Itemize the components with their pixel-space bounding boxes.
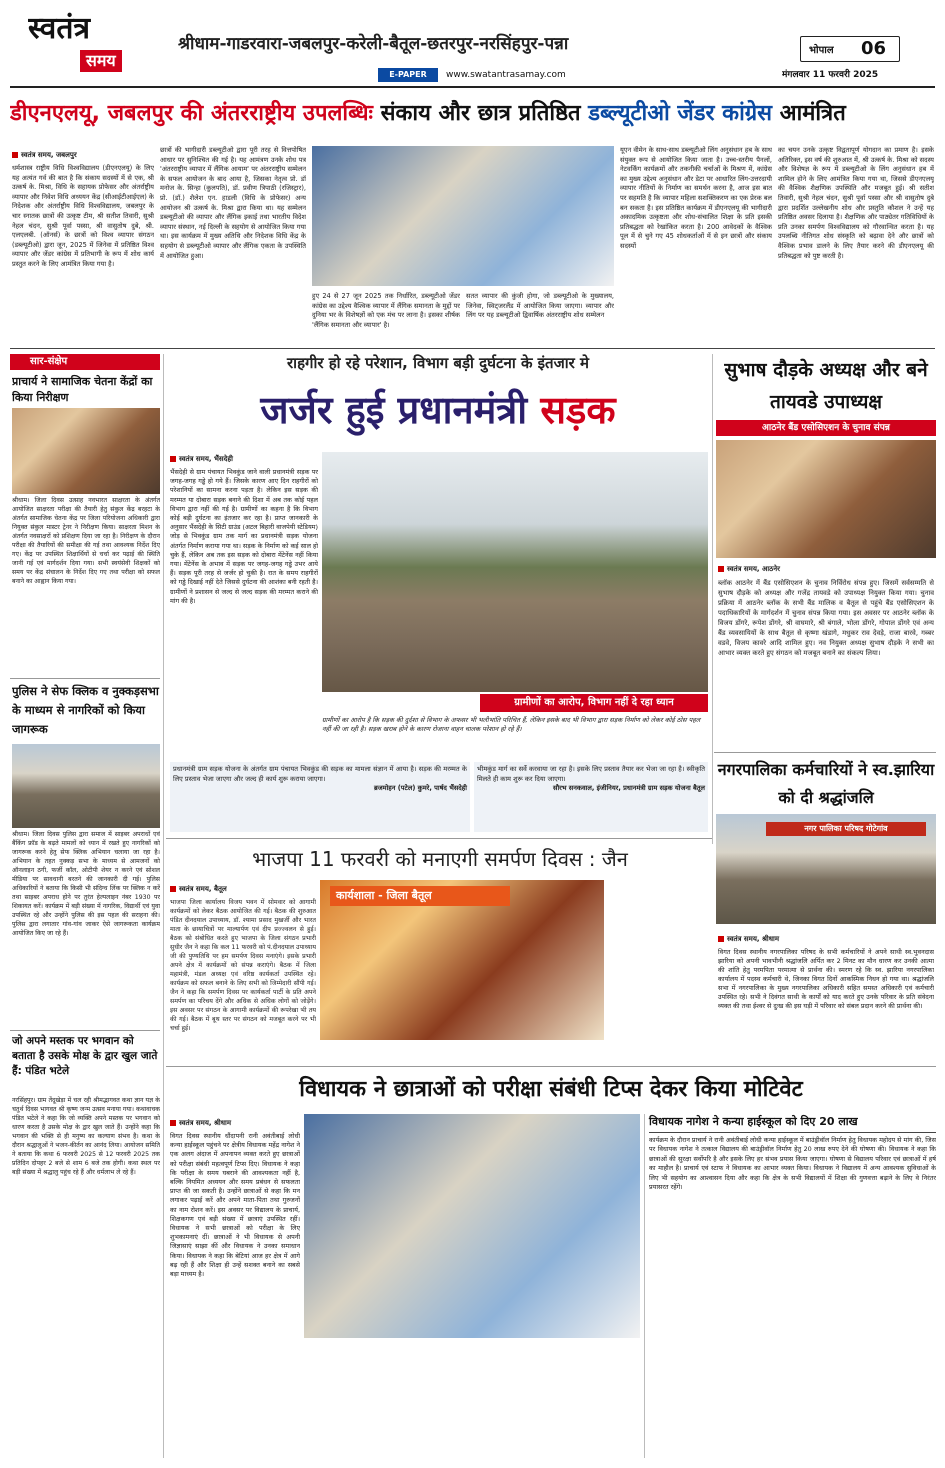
logo-line1: स्वतंत्र <box>28 12 91 46</box>
subhash-headline: सुभाष दौड़के अध्यक्ष और बने तायवडे उपाध्यक्ष <box>724 359 928 413</box>
sidebar-section-title <box>10 354 160 370</box>
byline-marker <box>170 456 176 462</box>
lead-headline-part3: डब्ल्यूटीओ जेंडर कांग्रेस <box>588 101 773 126</box>
edition-box <box>800 36 900 62</box>
road-photo <box>322 452 708 692</box>
subhash-subhead: आठनेर बैंड एसोसिएशन के चुनाव संपन्न <box>716 420 936 436</box>
road-quote-1-text: प्रधानमंत्री ग्राम सड़क योजना के अंतर्गत ग्राम पंचायत भिवकुंड की सड़क का मामला संज्ञान में आया है। सड़क की मरम्मत के लिए प्रस्ताव भेजा जाएगा और जल्द ही कार्य शुरू कराया जाएगा। <box>173 765 467 783</box>
website-link[interactable]: www.swatantrasamay.com <box>446 70 566 80</box>
sidebar-rule-2 <box>10 1030 160 1031</box>
cities-line: श्रीधाम-गाडरवारा-जबलपुर-करेली-बैतूल-छतरपुर-नरसिंहपुर-पन्ना <box>178 34 569 54</box>
lead-photo <box>312 146 614 286</box>
road-quote-2-name: सौरभ सनकवाल, इंजीनियर, प्रधानमंत्री ग्राम सड़क योजना बैतूल <box>553 784 705 793</box>
sidebar-section-label: सार-संक्षेप <box>30 356 68 367</box>
road-headline-part2: सड़क <box>540 388 616 432</box>
bjp-photo <box>320 880 604 1040</box>
right-column-divider <box>712 354 713 844</box>
nagar-body: विगत दिवस स्थानीय नगरपालिका परिषद के सभी कर्मचारियों ने अपने साथी स्व.भुवनदास झारिया को अपनी भावभीनी श्रद्धांजलि अर्पित कर 2 मिनट का मौन धारण कर उनकी आत्मा की शांति हेतु परमपिता परमात्मा से प्रार्थना की। स्मरण रहे कि स्व. झारिया नगरपालिका कार्यालय में पदस्थ कर्मचारी थे, जिनका विगत दिनों आकस्मिक निधन हो गया था। श्रद्धांजलि सभा में नगरपालिका के मुख्य नगरपालिका अधिकारी सहित समस्त अधिकारी एवं कर्मचारी उपस्थित रहे। सभी ने दिवंगत साथी के कार्यों को याद करते हुए उनके परिवार के प्रति संवेदना व्यक्त की तथा ईश्वर से दुःख की इस घड़ी में परिवार को संबल प्रदान करने की प्रार्थना की। <box>718 948 934 1010</box>
vidhayak-sub-headline: विधायक नागेश ने कन्या हाईस्कूल को दिए 20 लाख <box>649 1114 936 1133</box>
bjp-byline <box>170 884 310 894</box>
subhash-rule <box>714 752 936 753</box>
byline-marker <box>718 566 724 572</box>
byline-marker <box>12 152 18 158</box>
vidhayak-subbox <box>644 1114 936 1458</box>
bjp-body-continued <box>608 884 710 1060</box>
sidebar-item-3-title: जो अपने मस्तक पर भगवान को बताता है उसके मोक्ष के द्वार खुल जाते हैं: पंडित भटेले <box>12 1035 158 1077</box>
road-kicker: राहगीर हो रहे परेशान, विभाग बड़ी दुर्घटना के इंतजार मे <box>287 354 589 372</box>
sidebar-item-2-photo <box>12 744 160 828</box>
sidebar-item-1-body: श्रीधाम। जिला दिवस उत्साह नवभारत साक्षरता के अंतर्गत आयोजित साक्षरता परीक्षा की तैयारी हेतु संकुल केंद्र बरहटा के अंतर्गत सामाजिक चेतना केंद्र पर जिला परियोजना अधिकारी द्वारा नियुक्त संकुल मास्टर ट्रेनर ने निरीक्षण किया। साक्षरता मिशन के अंतर्गत नवसाक्षरों को प्रशिक्षण दिया जा रहा है। निरीक्षण के दौरान परीक्षा की तैयारियों की समीक्षा की गई तथा आवश्यक निर्देश दिए गए। केंद्र पर उपस्थित शिक्षार्थियों से चर्चा कर पढ़ाई की स्थिति जानी गई एवं मार्गदर्शन दिया गया। सभी स्वयंसेवी शिक्षकों को समय पर केंद्र संचालन के निर्देश दिए गए तथा परीक्षा को सफल बनाने का आह्वान किया गया। <box>12 497 160 585</box>
road-quote-2 <box>474 762 708 832</box>
lead-headline-part2: संकाय और छात्र प्रतिष्ठित <box>380 101 581 126</box>
vidhayak-photo <box>304 1114 640 1338</box>
lead-headline <box>10 96 935 132</box>
lead-byline <box>12 150 152 160</box>
lead-col5: का चयन उनके उत्कृष्ट विद्वतापूर्ण योगदान का प्रमाण है। इसके अतिरिक्त, इस वर्ष की शुरुआत में, श्री उत्कर्ष के. मिश्रा को सदस्य और विशेषज्ञ के रूप में डब्ल्यूटीओ के लिंग अनुसंधान हब में शामिल होने के लिए आमंत्रित किया गया था, जिससे डीएनएलयू की वैश्विक शैक्षणिक उपस्थिति और मजबूत हुई। श्री सतीश तिवारी, सुश्री नेहल चंदन, सुश्री पूर्वा पस्सा और श्री वासुतोष दुबे द्वारा प्रदर्शित उल्लेखनीय शोध और प्रस्तुति कौशल ने उन्हें यह प्रतिष्ठित अवसर दिलाया है। शैक्षणिक और पाठ्येतर गतिविधियों के प्रति उनका समर्पण विश्वविद्यालय को गौरवान्वित करता है। यह उपलब्धि नीतिगत शोध संस्कृति को बढ़ावा देने और छात्रों को वैश्विक प्रभाव डालने के लिए तैयार करने की डीएनएलयू की प्रतिबद्धता को पुष्ट करती है। <box>778 146 934 260</box>
issue-date: मंगलवार 11 फरवरी 2025 <box>782 70 879 80</box>
lead-col4: यूएन वीमेन के साथ-साथ डब्ल्यूटीओ लिंग अनुसंधान हब के साथ संयुक्त रूप से आयोजित किया जाता है। उच्च-स्तरीय पैनलों, नेटवर्किंग कार्यक्रमों और तकनीकी चर्चाओं के मिश्रण में, कांग्रेस का मुख्य उद्देश्य अनुसंधान और डेटा पर आधारित लिंग-उत्तरदायी व्यापार नीतियों के निर्माण का समर्थन करना है, आज इस बात पर सहमति है कि व्यापार महिला सशक्तिकरण का एक प्रेरक बल बन सकता है। इस प्रतिष्ठित कार्यक्रम में डीएनएलयू की भागीदारी अकादमिक उत्कृष्टता और शोध-संचालित शिक्षा के प्रति इसकी प्रतिबद्धता को रेखांकित करता है। 200 आवेदकों के वैश्विक पूल में से चुने गए 45 शोधकर्ताओं में से इन छात्रों और संकाय सदस्यों <box>620 146 772 250</box>
lead-photo-caption-left: हुए 24 से 27 जून 2025 तक निर्धारित, डब्ल्यूटीओ जेंडर कांग्रेस का उद्देश्य वैश्विक व्यापार में लैंगिक समानता के मुद्दों पर दुनिया भर के विशेषज्ञों को एक मंच पर लाना है। इसका शीर्षक 'लैंगिक समानता और व्यापार' है। <box>312 292 460 329</box>
vidhayak-body: विगत दिवस स्थानीय धौंदापनी रानी अवंतीबाई लोधी कन्या हाईस्कूल पहुंचने पर क्षेत्रीय विधायक महेंद्र नागेश ने एक अलग अंदाज में अपनापन व्यक्त करते हुए छात्राओं को परीक्षा संबंधी महत्वपूर्ण टिप्स दिए। विधायक ने कहा कि परीक्षा के समय घबराने की आवश्यकता नहीं है, बल्कि नियमित अध्ययन और समय प्रबंधन से सफलता प्राप्त की जा सकती है। उन्होंने छात्राओं से कहा कि मन लगाकर पढ़ाई करें और अपने माता-पिता तथा गुरुजनों का नाम रोशन करें। इस अवसर पर विद्यालय के प्राचार्य, शिक्षकगण एवं बड़ी संख्या में छात्राएं उपस्थित रहीं। विधायक ने सभी छात्राओं को परीक्षा के लिए शुभकामनाएं दीं। छात्राओं ने भी विधायक से अपनी जिज्ञासाएं साझा कीं और विधायक ने उनका समाधान किया। विधायक ने कहा कि बेटियां आज हर क्षेत्र में आगे बढ़ रही हैं और शिक्षा ही उन्हें सशक्त बनाने का सबसे बड़ा माध्यम है। <box>170 1132 300 1279</box>
road-quote-1 <box>170 762 470 832</box>
bjp-top-rule <box>166 838 712 839</box>
sidebar-item-1-photo <box>12 408 160 494</box>
sidebar-rule-1 <box>10 678 160 679</box>
road-headline <box>168 378 708 442</box>
lead-col2: छात्रों की भागीदारी डब्ल्यूटीओ द्वारा पूरी तरह से वित्तपोषित आधार पर सुनिश्चित की गई है। यह आमंत्रण उनके शोध पत्र 'अंतरराष्ट्रीय व्यापार में लैंगिक आयाम' पर अंतरराष्ट्रीय सम्मेलन के सफल आयोजन के बाद आया है, जिसका नेतृत्व प्रो. डॉ मनोज के. सिन्हा (कुलपति), डॉ. प्रवीण त्रिपाठी (रजिस्ट्रार), प्रो. (डॉ.) शैलेश एन. हाडली (विधि के प्रोफेसर) अन्य आयोजन श्री उत्कर्ष के. मिश्रा द्वारा किया था। यह सम्मेलन डब्ल्यूटीओ की व्यापार और लैंगिक इकाई तथा भारतीय विदेश व्यापार संस्थान, नई दिल्ली के सहयोग से आयोजित किया गया था। इस कार्यक्रम में मुख्य अतिथि और निदेशक विधि केंद्र के सहयोग से डब्ल्यूटीओ व्यापार और लैंगिक एकता के उपस्थिति में आयोजित हुआ। <box>160 146 306 260</box>
nagar-headline: नगरपालिका कर्मचारियों ने स्व.झारिया को दी श्रद्धांजलि <box>717 760 935 807</box>
edition-name: भोपाल <box>809 45 834 56</box>
masthead <box>0 0 945 88</box>
road-byline <box>170 454 320 464</box>
lead-headline-part1: डीएनएलयू, जबलपुर की अंतरराष्ट्रीय उपलब्धिः <box>10 101 373 126</box>
epaper-badge: E-PAPER <box>378 68 438 82</box>
lead-col1: धर्मशास्त्र राष्ट्रीय विधि विश्वविद्यालय (डीएनएलयू) के लिए यह अत्यंत गर्व की बात है कि संकाय सदस्यों में से एक, श्री उत्कर्ष के. मिश्रा, विधि के सहायक प्रोफेसर और अंतर्राष्ट्रीय व्यापार और निवेश विधि अध्ययन केंद्र (सीआईटीआईएल) के निदेशक और अंतर्राष्ट्रीय विधि विश्वविद्यालय, जबलपुर के चार स्नातक छात्रों की उत्कृष्ट टीम, श्री सतीश तिवारी, सुश्री नेहल चंदन, सुश्री पूर्वा पस्सा, श्री वासुतोष दुबे, श्री. एलएलबी. (ऑनर्स) के छात्रों को विश्व व्यापार संगठन (डब्ल्यूटीओ) द्वारा जून, 2025 में जिनेवा में प्रतिष्ठित विश्व व्यापार और जेंडर कांग्रेस में प्रतिभागी के रूप में शोध कार्य प्रस्तुत करने के लिए आमंत्रित किया गया है। <box>12 164 154 268</box>
lead-headline-part4: आमंत्रित <box>779 101 846 126</box>
nagar-photo <box>716 814 936 924</box>
nagar-photo-sign: नगर पालिका परिषद गोटेगांव <box>766 822 926 836</box>
nagar-byline <box>718 934 858 944</box>
sidebar-item-2-title: पुलिस ने सेफ क्लिक व नुक्कड़सभा के माध्यम से नागरिकों को किया जागरूक <box>12 684 159 736</box>
nagar-byline-text: स्वतंत्र समय, श्रीधाम <box>727 934 780 943</box>
vidhayak-body-continued <box>304 1342 640 1458</box>
sidebar-item-1-title: प्राचार्य ने सामाजिक चेतना केंद्रों का किया निरीक्षण <box>12 375 153 404</box>
sidebar-divider <box>163 354 164 1458</box>
road-photo-caption: ग्रामीणों का आरोप है कि सड़क की दुर्दशा से विभाग के अफसर भी भलीभांति परिचित हैं, लेकिन इसके बाद भी विभाग द्वारा सड़क निर्माण को लेकर कोई ठोस पहल नहीं की जा रही है। सड़क खराब होने के कारण रोजाना वाहन चालक परेशान हो रहे हैं। <box>322 716 701 733</box>
road-quote-2-text: भीमकुंड मार्ग का सर्वे करवाया जा रहा है। इसके लिए प्रस्ताव तैयार कर भेजा जा रहा है। स्वीकृति मिलते ही काम शुरू कर दिया जाएगा। <box>477 765 705 783</box>
road-headline-part1: जर्जर हुई प्रधानमंत्री <box>260 388 528 432</box>
vidhayak-headline: विधायक ने छात्राओं को परीक्षा संबंधी टिप्स देकर किया मोटिवेट <box>299 1077 803 1102</box>
subhash-byline <box>718 564 858 574</box>
page-number: 06 <box>861 38 887 59</box>
bjp-byline-text: स्वतंत्र समय, बैतूल <box>179 884 227 893</box>
bjp-photo-banner: कार्यशाला - जिला बैतूल <box>330 886 510 906</box>
logo <box>28 12 158 84</box>
lead-byline-text: स्वतंत्र समय, जबलपुर <box>21 150 77 159</box>
bjp-bottom-rule <box>166 1066 936 1067</box>
byline-marker <box>170 1120 176 1126</box>
vidhayak-sub-body: कार्यक्रम के दौरान प्राचार्य ने रानी अवंतीबाई लोधी कन्या हाईस्कूल में बाउंड्रीवॉल निर्माण हेतु विधायक महोदय से मांग की, जिस पर विधायक नागेश ने तत्काल विद्यालय की बाउंड्रीवॉल निर्माण हेतु 20 लाख रुपए देने की घोषणा की। विधायक ने कहा कि छात्राओं की सुरक्षा सर्वोपरि है और इसके लिए हर संभव प्रयास किया जाएगा। घोषणा से विद्यालय परिवार एवं छात्राओं में हर्ष का माहौल है। प्राचार्य एवं स्टाफ ने विधायक का आभार व्यक्त किया। विधायक ने विद्यालय में अन्य आवश्यक सुविधाओं के लिए भी सहयोग का आश्वासन दिया और कहा कि क्षेत्र के सभी विद्यालयों में शिक्षा की गुणवत्ता बढ़ाने के लिए वे निरंतर प्रयासरत रहेंगे। <box>649 1136 936 1192</box>
road-byline-text: स्वतंत्र समय, भैंसदेही <box>179 454 233 463</box>
sidebar-item-3-body: नरसिंहपुर। ग्राम तेंदूखेड़ा में चल रही श्रीमद्भागवत कथा ज्ञान यज्ञ के चतुर्थ दिवस भागवत श्री कृष्ण जन्म उत्सव मनाया गया। कथावाचक पंडित भटेले ने कहा कि जो व्यक्ति अपने मस्तक पर भगवान को धारण करता है उसके मोक्ष के द्वार खुल जाते हैं। उन्होंने कहा कि भगवान की भक्ति से ही मनुष्य का कल्याण संभव है। कथा के दौरान श्रद्धालुओं ने भजन-कीर्तन का आनंद लिया। आयोजन समिति ने बताया कि कथा 6 फरवरी 2025 से 12 फरवरी 2025 तक प्रतिदिन दोपहर 2 बजे से शाम 6 बजे तक होगी। कथा स्थल पर बड़ी संख्या में श्रद्धालु पहुंच रहे हैं और धर्मलाभ ले रहे हैं। <box>12 1097 160 1176</box>
lead-photo-caption-right: सतत व्यापार की कुंजी होगा, जो डब्ल्यूटीओ के मुख्यालय, जिनेवा, स्विट्जरलैंड में आयोजित किया जाएगा। व्यापार और लिंग पर यह डब्ल्यूटीओ द्विवार्षिक अंतरराष्ट्रीय शोध सम्मेलन <box>466 292 614 320</box>
subhash-byline-text: स्वतंत्र समय, आठनेर <box>727 564 780 573</box>
sidebar-item-2-body: श्रीधाम। जिला दिवस पुलिस द्वारा समाज में साइबर अपराधों एवं बैंकिंग फ्रॉड के बढ़ते मामलों को ध्यान में रखते हुए नागरिकों को जागरूक करने हेतु सेफ क्लिक अभियान चलाया जा रहा है। अभियान के तहत नुक्कड़ सभा के माध्यम से आमजनों को ऑनलाइन ठगी, फर्जी कॉल, ओटीपी शेयर न करने एवं सोशल मीडिया पर सावधानी बरतने की जानकारी दी गई। पुलिस अधिकारियों ने बताया कि किसी भी संदिग्ध लिंक पर क्लिक न करें तथा साइबर अपराध होने पर तुरंत हेल्पलाइन नंबर 1930 पर शिकायत करें। कार्यक्रम में बड़ी संख्या में नागरिक, विद्यार्थी एवं युवा उपस्थित रहे और उन्होंने पुलिस की इस पहल की सराहना की। पुलिस द्वारा लगातार गांव-गांव जाकर ऐसे जागरूकता कार्यक्रम आयोजित किए जा रहे हैं। <box>12 831 160 937</box>
byline-marker <box>718 936 724 942</box>
vidhayak-byline-text: स्वतंत्र समय, श्रीधाम <box>179 1118 232 1127</box>
road-photo-banner: ग्रामीणों का आरोप, विभाग नहीं दे रहा ध्यान <box>480 694 708 712</box>
subhash-body: ब्लॉक आठनेर में बैंड एसोसिएशन के चुनाव निर्विरोध संपन्न हुए। जिसमें सर्वसम्मति से सुभाष दौड़के को अध्यक्ष और गजेंद्र तायवडे को उपाध्यक्ष नियुक्त किया गया। चुनाव प्रक्रिया में आठनेर ब्लॉक के सभी बैंड मालिक व बैतूल से पहुंचे बैंड एसोसिएशन के पदाधिकारियों के मार्गदर्शन में चुनाव संपन्न किया गया। इस अवसर पर आठनेर ब्लॉक के विजय डोंगरे, रूपेश डोंगरे, श्री वाघमारे, श्री बंगाले, भोला डोंगरे, गोपाल डोंगरे एवं अन्य बैंड व्यवसायियों के साथ बैतूल से कृष्णा खंडागे, मधुकर राव देवड़े, राजा बारवे, गब्बर वडवे, विजय कावरे आदि शामिल हुए। नव नियुक्त अध्यक्ष सुभाष दौड़के ने सभी का आभार व्यक्त करते हुए संगठन को मजबूत बनाने का संकल्प लिया। <box>718 579 934 657</box>
bjp-body: भाजपा जिला कार्यालय विजय भवन में सोमवार को आगामी कार्यक्रमों को लेकर बैठक आयोजित की गई। बैठक की शुरुआत पंडित दीनदयाल उपाध्याय, डॉ. श्यामा प्रसाद मुखर्जी और भारत माता के छायाचित्रों पर माल्यार्पण एवं दीप प्रज्ज्वलन से हुई। बैठक को संबोधित करते हुए भाजपा के जिला संगठन प्रभारी सुधीर जैन ने कहा कि कल 11 फरवरी को पं.दीनदयाल उपाध्याय जी की पुण्यतिथि पर हम समर्पण दिवस मनाएंगे। इसके प्रभारी अपने क्षेत्र में कार्यक्रमों को संपन्न कराएंगे। बैठक में जिला महामंत्री, मंडल अध्यक्ष एवं वरिष्ठ कार्यकर्ता उपस्थित रहे। कार्यक्रम को सफल बनाने के लिए सभी को जिम्मेदारी सौंपी गई। जैन ने कहा कि समर्पण दिवस पर कार्यकर्ता पार्टी के प्रति अपने समर्पण का परिचय देंगे और अधिक से अधिक लोगों को जोड़ेंगे। इस अवसर पर संगठन के आगामी कार्यक्रमों की रूपरेखा भी तय की गई। बैठक में बूथ स्तर पर संगठन को मजबूत करने पर भी चर्चा हुई। <box>170 899 316 1032</box>
byline-marker <box>170 886 176 892</box>
logo-line2: समय <box>80 50 122 72</box>
road-quote-1-name: ब्रजमोहन (पटेल) कुमरे, पार्षद भैंसदेही <box>374 784 467 793</box>
lead-bottom-rule <box>10 348 935 349</box>
vidhayak-byline <box>170 1118 310 1128</box>
bjp-headline: भाजपा 11 फरवरी को मनाएगी समर्पण दिवस : जैन <box>252 847 628 871</box>
masthead-rule <box>10 86 935 88</box>
subhash-photo <box>716 440 936 558</box>
road-body: भैंसदेही से ग्राम पंचायत भिवकुंड जाने वाली प्रधानमंत्री सड़क पर जगह-जगह गड्ढे हो गये हैं। जिसके कारण आए दिन राहगीरों को परेशानियों का सामना करना पड़ता है। लेकिन इस सड़क की मरम्मत या दोबारा सड़क बनाने की दिशा में अब तक कोई पहल विभाग द्वारा नहीं की गई है। ग्रामीणों का कहना है कि विभाग कोई बड़ी दुर्घटना का इंतजार कर रहा है। प्राप्त जानकारी के अनुसार भैंसदेही के सिटी ग्राउंड (अटल बिहारी वाजपेयी स्टेडियम) जोड़ से भिवकुंड ग्राम तक मार्ग का प्रधानमंत्री सड़क योजना अंतर्गत निर्माण कराया गया था। सड़क के निर्माण को कई साल हो चुके हैं, लेकिन अब तक इस सड़क को दोबारा मेंटेनेंस नहीं किया गया। मेंटेनेंस के अभाव में सड़क पर जगह-जगह गड्ढे उभर आये हैं। सड़क पूरी तरह से जर्जर हो चुकी है। रात के समय राहगीरों को गड्ढे दिखाई नहीं देते जिससे दुर्घटना की आशंका बनी रहती है। ग्रामीणों ने प्रशासन से जल्द से जल्द सड़क की मरम्मत कराने की मांग की है। <box>170 468 318 605</box>
